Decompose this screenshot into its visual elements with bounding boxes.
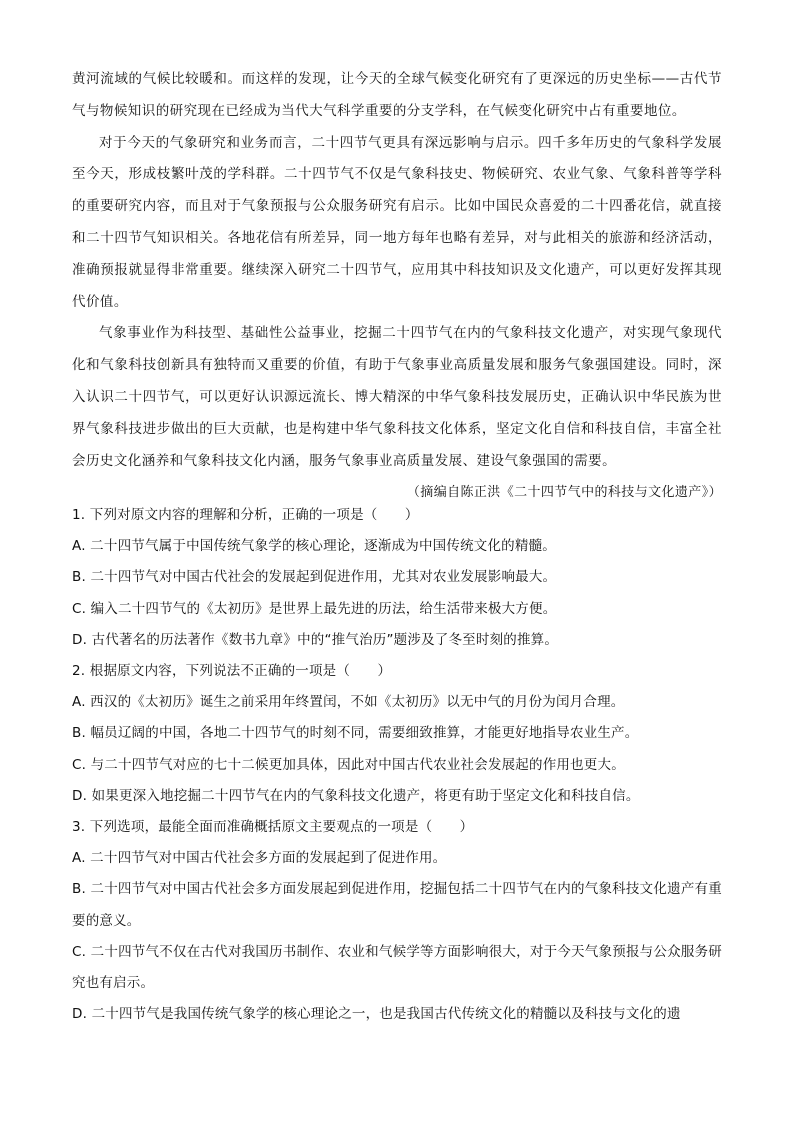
option-b: B. 二十四节气对中国古代社会多方面发展起到促进作用，挖掘包括二十四节气在内的气象科技文化遗产有重要的意义。 bbox=[72, 881, 722, 929]
passage-paragraph: 气象事业作为科技型、基础性公益事业，挖掘二十四节气在内的气象科技文化遗产，对实现气象现代化和气象科技创新具有独特而又重要的价值，有助于气象事业高质量发展和服务气象强国建设。同时，深入认识二十四节气，可以更好认识源远流长、博大精深的中华气象科技发展历史，正确认识中华民族为世界气象科技进步做出的巨大贡献，也是构建中华气象科技文化体系，坚定文化自信和科技自信，丰富全社会历史文化涵养和气象科技文化内涵，服务气象事业高质量发展、建设气象强国的需要。 bbox=[72, 325, 722, 469]
option-c: C. 与二十四节气对应的七十二候更加具体，因此对中国古代农业社会发展起的作用也更大。 bbox=[72, 756, 625, 773]
question-2 bbox=[72, 656, 722, 812]
question-stem: 3. 下列选项，最能全面而准确概括原文主要观点的一项是（ ） bbox=[72, 819, 474, 836]
option-b: B. 幅员辽阔的中国，各地二十四节气的时刻不同，需要细致推算，才能更好地指导农业生产。 bbox=[72, 725, 639, 742]
option-a: A. 西汉的《太初历》诞生之前采用年终置闰，不如《太初历》以无中气的月份为闰月合理。 bbox=[72, 694, 625, 711]
option-d: D. 古代著名的历法著作《数书九章》中的“推气治历”题涉及了冬至时刻的推算。 bbox=[72, 631, 559, 648]
passage-paragraph: 对于今天的气象研究和业务而言，二十四节气更具有深远影响与启示。四千多年历史的气象科学发展至今天，形成枝繁叶茂的学科群。二十四节气不仅是气象科技史、物候研究、农业气象、气象科普等学科的重要研究内容，而且对于气象预报与公众服务研究有启示。比如中国民众喜爱的二十四番花信，就直接和二十四节气知识相关。各地花信有所差异，同一地方每年也略有差异，对与此相关的旅游和经济活动，准确预报就显得非常重要。继续深入研究二十四节气，应用其中科技知识及文化遗产，可以更好发挥其现代价值。 bbox=[72, 134, 722, 310]
option-b: B. 二十四节气对中国古代社会的发展起到促进作用，尤其对农业发展影响最大。 bbox=[72, 569, 557, 586]
question-stem: 1. 下列对原文内容的理解和分析，正确的一项是（ ） bbox=[72, 507, 419, 523]
passage-source: （摘编自陈正洪《二十四节气中的科技与文化遗产》） bbox=[406, 485, 722, 501]
question-list bbox=[72, 500, 722, 1030]
option-c: C. 二十四节气不仅在古代对我国历书制作、农业和气候学等方面影响很大，对于今天气象预报与公众服务研究也有启示。 bbox=[72, 943, 722, 992]
passage-paragraph: 黄河流域的气候比较暖和。而这样的发现，让今天的全球气候变化研究有了更深远的历史坐标——古代节气与物候知识的研究现在已经成为当代大气科学重要的分支学科，在气候变化研究中占有重要地位。 bbox=[72, 71, 722, 119]
question-1 bbox=[72, 500, 722, 656]
option-d: D. 二十四节气是我国传统气象学的核心理论之一，也是我国古代传统文化的精髓以及科技与文化的遗 bbox=[72, 1006, 681, 1023]
reading-passage bbox=[72, 64, 722, 509]
question-3 bbox=[72, 812, 722, 1030]
option-a: A. 二十四节气对中国古代社会多方面的发展起到了促进作用。 bbox=[72, 850, 447, 867]
option-c: C. 编入二十四节气的《太初历》是世界上最先进的历法，给生活带来极大方便。 bbox=[72, 600, 557, 617]
option-a: A. 二十四节气属于中国传统气象学的核心理论，逐渐成为中国传统文化的精髓。 bbox=[72, 538, 556, 555]
question-stem: 2. 根据原文内容，下列说法不正确的一项是（ ） bbox=[72, 663, 392, 680]
option-d: D. 如果更深入地挖掘二十四节气在内的气象科技文化遗产，将更有助于坚定文化和科技自信。 bbox=[72, 787, 640, 804]
